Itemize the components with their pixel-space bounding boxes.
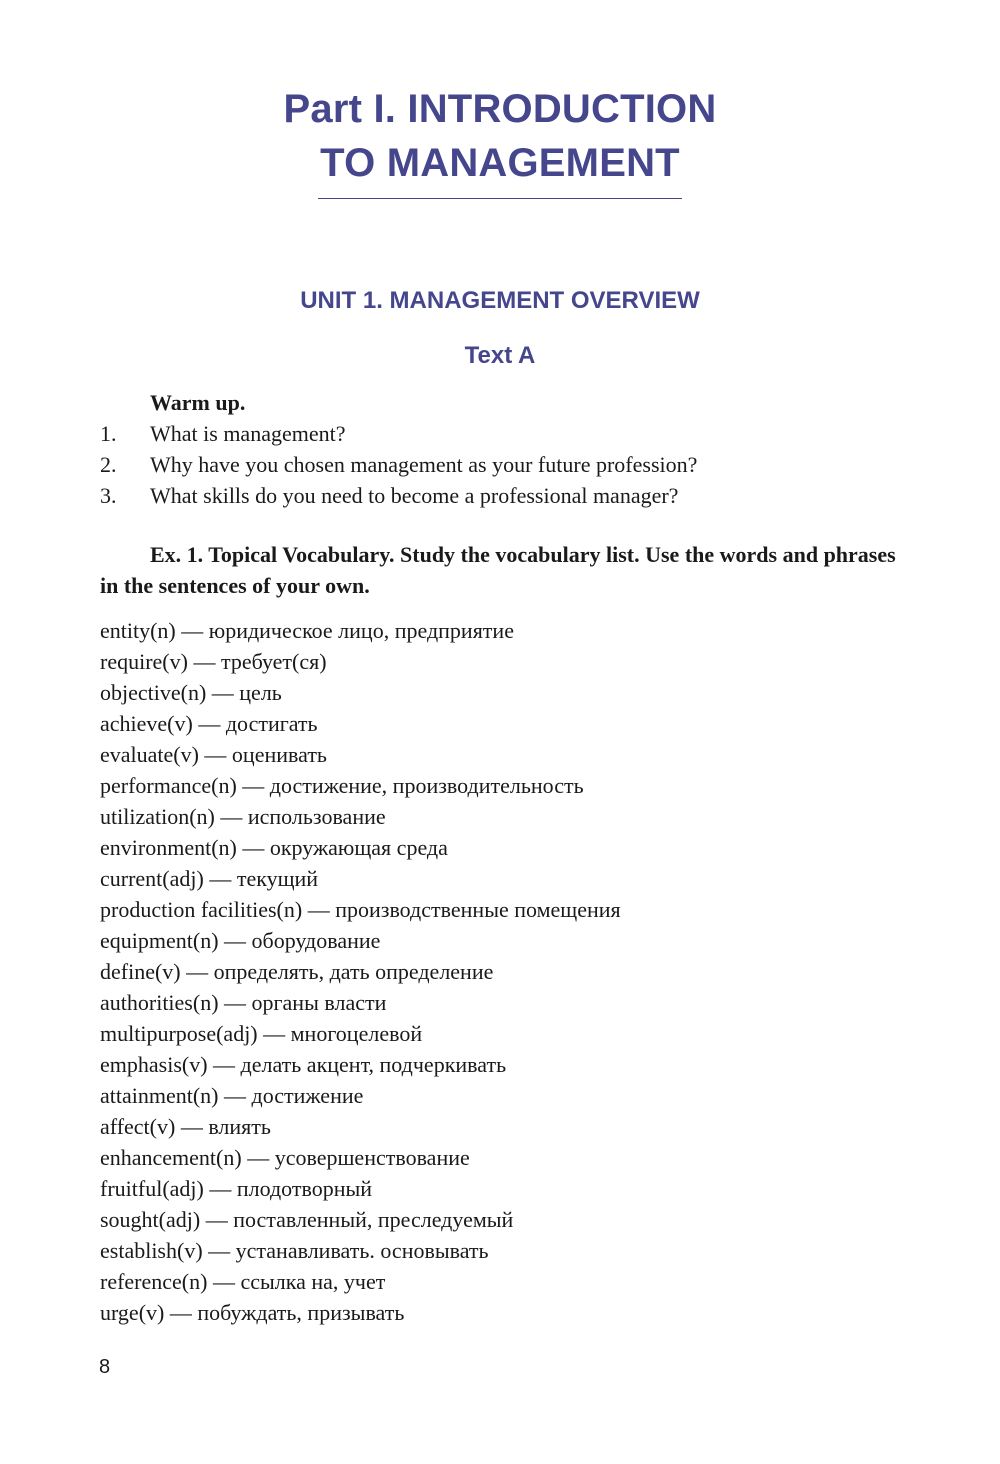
vocabulary-item: sought(adj) — поставленный, преследуемый (100, 1207, 514, 1232)
vocabulary-item: equipment(n) — оборудование (100, 928, 381, 953)
vocabulary-item: fruitful(adj) — плодотворный (100, 1176, 373, 1201)
page-number: 8 (99, 1356, 111, 1378)
exercise-instruction: Ex. 1. Topical Vocabulary. Study the vocabulary list. Use the words and phrases in the sentences of your own. (100, 542, 896, 598)
question-text: Why have you chosen management as your future profession? (150, 452, 698, 477)
vocabulary-item: define(v) — определять, дать определение (100, 959, 494, 984)
vocabulary-item: utilization(n) — использование (100, 804, 386, 829)
question-number: 2. (100, 452, 117, 477)
part-title-line-2: TO MANAGEMENT (320, 141, 680, 185)
vocabulary-item: achieve(v) — достигать (100, 711, 318, 736)
vocabulary-item: production facilities(n) — производственные помещения (100, 897, 621, 922)
vocabulary-item: reference(n) — ссылка на, учет (100, 1269, 386, 1294)
vocabulary-item: environment(n) — окружающая среда (100, 835, 448, 860)
vocabulary-item: entity(n) — юридическое лицо, предприятие (100, 618, 514, 643)
vocabulary-item: objective(n) — цель (100, 680, 282, 705)
vocabulary-item: evaluate(v) — оценивать (100, 742, 327, 767)
title-divider (318, 198, 682, 199)
vocabulary-list (100, 615, 621, 1328)
warmup-heading: Warm up. (150, 390, 246, 415)
vocabulary-item: establish(v) — устанавливать. основывать (100, 1238, 489, 1263)
unit-title: UNIT 1. MANAGEMENT OVERVIEW (300, 287, 700, 314)
question-number: 1. (100, 421, 117, 446)
vocabulary-item: attainment(n) — достижение (100, 1083, 364, 1108)
text-title: Text A (464, 342, 536, 369)
vocabulary-item: require(v) — требует(ся) (100, 649, 327, 674)
question-text: What skills do you need to become a professional manager? (150, 483, 679, 508)
question-text: What is management? (150, 421, 346, 446)
part-title (0, 82, 1000, 190)
vocabulary-item: enhancement(n) — усовершенствование (100, 1145, 470, 1170)
vocabulary-item: authorities(n) — органы власти (100, 990, 387, 1015)
vocabulary-item: multipurpose(adj) — многоцелевой (100, 1021, 423, 1046)
vocabulary-item: emphasis(v) — делать акцент, подчеркивать (100, 1052, 507, 1077)
vocabulary-item: affect(v) — влиять (100, 1114, 271, 1139)
vocabulary-item: urge(v) — побуждать, призывать (100, 1300, 405, 1325)
vocabulary-item: performance(n) — достижение, производительность (100, 773, 584, 798)
question-number: 3. (100, 483, 117, 508)
part-title-line-1: Part I. INTRODUCTION (283, 87, 717, 131)
vocabulary-item: current(adj) — текущий (100, 866, 319, 891)
